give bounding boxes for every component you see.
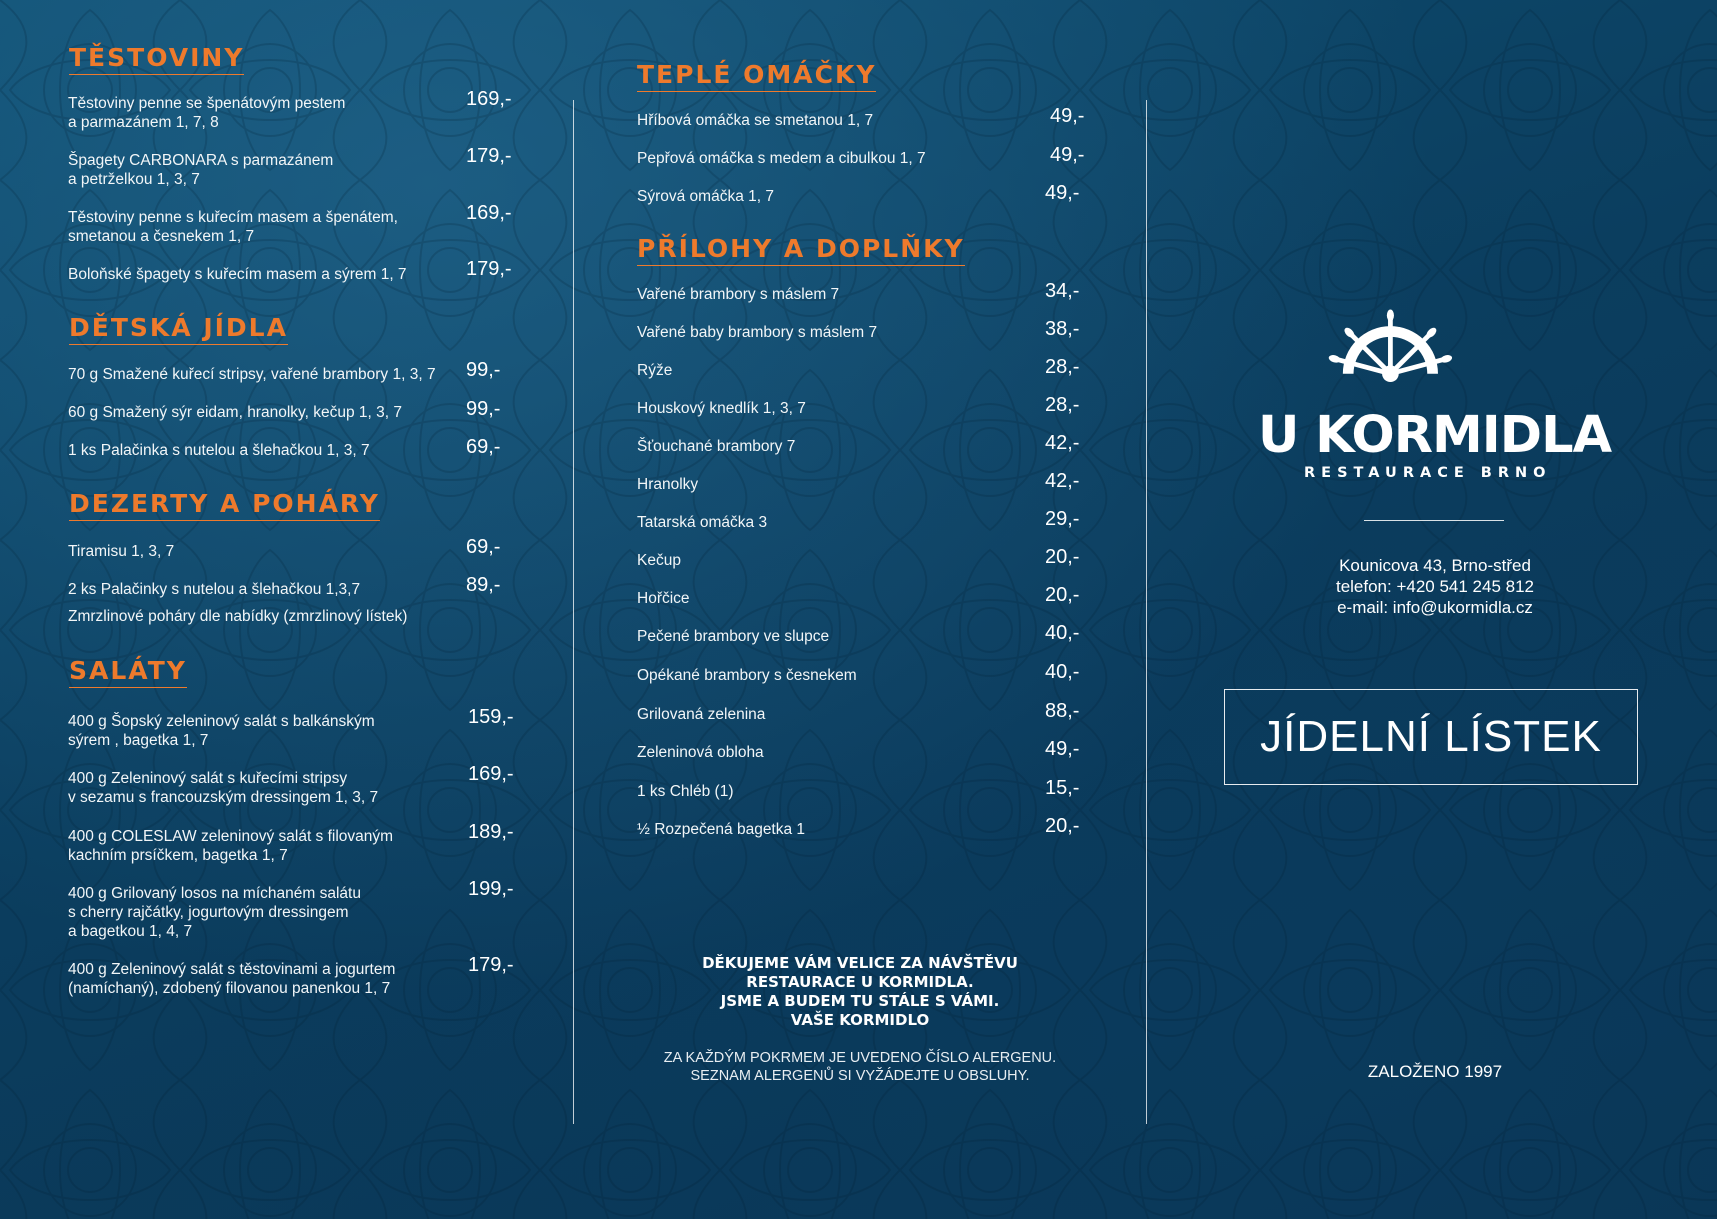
section-title-detska-jidla: DĚTSKÁ JÍDLA xyxy=(69,313,288,345)
menu-item-price: 40,- xyxy=(1045,622,1080,644)
menu-item-name: Kečup xyxy=(637,552,681,569)
brand-separator-line xyxy=(1364,520,1504,521)
menu-title: JÍDELNÍ LÍSTEK xyxy=(1260,712,1602,761)
section-title-prilohy: PŘÍLOHY A DOPLŇKY xyxy=(637,234,965,266)
menu-item-name: Hříbová omáčka se smetanou 1, 7 xyxy=(637,112,874,129)
menu-item-name: 400 g Zeleninový salát s těstovinami a jogurtem (namíchaný), zdobený filovanou panenkou 1, 7 xyxy=(68,961,396,997)
menu-item-name: Rýže xyxy=(637,362,673,379)
menu-item-price: 89,- xyxy=(466,574,501,596)
menu-item-name: 400 g Grilovaný losos na míchaném salátu s cherry rajčátky, jogurtovým dressingem a bagetkou 1, 4, 7 xyxy=(68,885,361,940)
menu-item-price: 40,- xyxy=(1045,661,1080,683)
section-title-testoviny: TĚSTOVINY xyxy=(69,43,244,75)
menu-item-price: 179,- xyxy=(466,145,512,167)
menu-item-name: Hranolky xyxy=(637,476,699,493)
founded-year-text: ZALOŽENO 1997 xyxy=(1367,1062,1503,1081)
menu-item-name: Grilovaná zelenina xyxy=(637,706,766,723)
menu-item-name: Tiramisu 1, 3, 7 xyxy=(68,543,175,560)
email-text: e-mail: info@ukormidla.cz xyxy=(1337,598,1533,617)
menu-item-name: Šťouchané brambory 7 xyxy=(637,438,796,455)
menu-item-price: 49,- xyxy=(1045,182,1080,204)
menu-item-price: 49,- xyxy=(1050,105,1085,127)
menu-item-price: 199,- xyxy=(468,878,514,900)
section-title-salaty: SALÁTY xyxy=(69,656,187,688)
menu-item-name: 2 ks Palačinky s nutelou a šlehačkou 1,3,7 xyxy=(68,581,361,598)
menu-item-name: Zmrzlinové poháry dle nabídky (zmrzlinový lístek) xyxy=(68,608,408,625)
column-divider-right xyxy=(1146,100,1147,1124)
menu-item-name: Tatarská omáčka 3 xyxy=(637,514,768,531)
menu-item-name: 70 g Smažené kuřecí stripsy, vařené brambory 1, 3, 7 xyxy=(68,366,436,383)
menu-item-price: 49,- xyxy=(1045,738,1080,760)
menu-item-name: Vařené baby brambory s máslem 7 xyxy=(637,324,878,341)
menu-item-price: 20,- xyxy=(1045,546,1080,568)
menu-item-name: Hořčice xyxy=(637,590,690,607)
allergen-notice: ZA KAŽDÝM POKRMEM JE UVEDENO ČÍSLO ALERGENU. SEZNAM ALERGENŮ SI VYŽÁDEJTE U OBSLUHY. xyxy=(663,1050,1057,1084)
menu-item-name: Boloňské špagety s kuřecím masem a sýrem 1, 7 xyxy=(68,266,407,283)
menu-item-name: Těstoviny penne s kuřecím masem a špenátem, smetanou a česnekem 1, 7 xyxy=(68,209,398,245)
menu-item-price: 179,- xyxy=(466,258,512,280)
menu-item-name: 400 g COLESLAW zeleninový salát s filovaným kachním prsíčkem, bagetka 1, 7 xyxy=(68,828,394,864)
menu-item-name: Opékané brambory s česnekem xyxy=(637,667,857,684)
menu-item-price: 42,- xyxy=(1045,432,1080,454)
phone-text: telefon: +420 541 245 812 xyxy=(1335,577,1535,596)
menu-item-name: 60 g Smažený sýr eidam, hranolky, kečup 1, 3, 7 xyxy=(68,404,402,421)
menu-item-price: 69,- xyxy=(466,536,501,558)
menu-item-price: 42,- xyxy=(1045,470,1080,492)
menu-item-name: Zeleninová obloha xyxy=(637,744,764,761)
menu-item-price: 20,- xyxy=(1045,815,1080,837)
menu-item-price: 169,- xyxy=(466,202,512,224)
thank-you-message: DĚKUJEME VÁM VELICE ZA NÁVŠTĚVU RESTAURACE U KORMIDLA. JSME A BUDEM TU STÁLE S VÁMI. VAŠE KORMIDLO xyxy=(702,954,1018,1029)
menu-item-price: 189,- xyxy=(468,821,514,843)
menu-item-price: 28,- xyxy=(1045,356,1080,378)
menu-item-name: Pepřová omáčka s medem a cibulkou 1, 7 xyxy=(637,150,926,167)
menu-item-price: 159,- xyxy=(468,706,514,728)
menu-item-price: 34,- xyxy=(1045,280,1080,302)
menu-item-price: 169,- xyxy=(466,88,512,110)
menu-title-box xyxy=(1224,689,1638,785)
menu-item-name: Sýrová omáčka 1, 7 xyxy=(637,188,774,205)
menu-item-name: Špagety CARBONARA s parmazánem a petrželkou 1, 3, 7 xyxy=(68,152,334,188)
address-text: Kounicova 43, Brno-střed xyxy=(1339,556,1531,575)
ship-wheel-icon xyxy=(1325,308,1545,418)
menu-item-name: Těstoviny penne se špenátovým pestem a parmazánem 1, 7, 8 xyxy=(68,95,346,131)
brand-subtitle: RESTAURACE BRNO xyxy=(1304,465,1552,481)
menu-item-name: 1 ks Palačinka s nutelou a šlehačkou 1, 3, 7 xyxy=(68,442,370,459)
brand-name: U KORMIDLA xyxy=(1258,406,1612,465)
menu-item-name: 400 g Zeleninový salát s kuřecími stripsy v sezamu s francouzským dressingem 1, 3, 7 xyxy=(68,770,379,806)
menu-item-name: Vařené brambory s máslem 7 xyxy=(637,286,840,303)
menu-item-price: 28,- xyxy=(1045,394,1080,416)
section-title-dezerty: DEZERTY A POHÁRY xyxy=(69,489,380,521)
menu-item-price: 15,- xyxy=(1045,777,1080,799)
menu-item-price: 49,- xyxy=(1050,144,1085,166)
menu-item-price: 69,- xyxy=(466,436,501,458)
menu-item-price: 20,- xyxy=(1045,584,1080,606)
menu-item-price: 88,- xyxy=(1045,700,1080,722)
menu-item-name: Houskový knedlík 1, 3, 7 xyxy=(637,400,806,417)
menu-item-name: 400 g Šopský zeleninový salát s balkánským sýrem , bagetka 1, 7 xyxy=(68,713,375,749)
menu-item-price: 29,- xyxy=(1045,508,1080,530)
menu-item-name: 1 ks Chléb (1) xyxy=(637,783,734,800)
column-divider-left xyxy=(573,100,574,1124)
menu-item-name: ½ Rozpečená bagetka 1 xyxy=(637,821,806,838)
menu-item-price: 99,- xyxy=(466,398,501,420)
menu-item-price: 169,- xyxy=(468,763,514,785)
menu-item-price: 38,- xyxy=(1045,318,1080,340)
section-title-teple-omacky: TEPLÉ OMÁČKY xyxy=(637,60,876,92)
menu-item-name: Pečené brambory ve slupce xyxy=(637,628,830,645)
menu-item-price: 179,- xyxy=(468,954,514,976)
menu-item-price: 99,- xyxy=(466,359,501,381)
